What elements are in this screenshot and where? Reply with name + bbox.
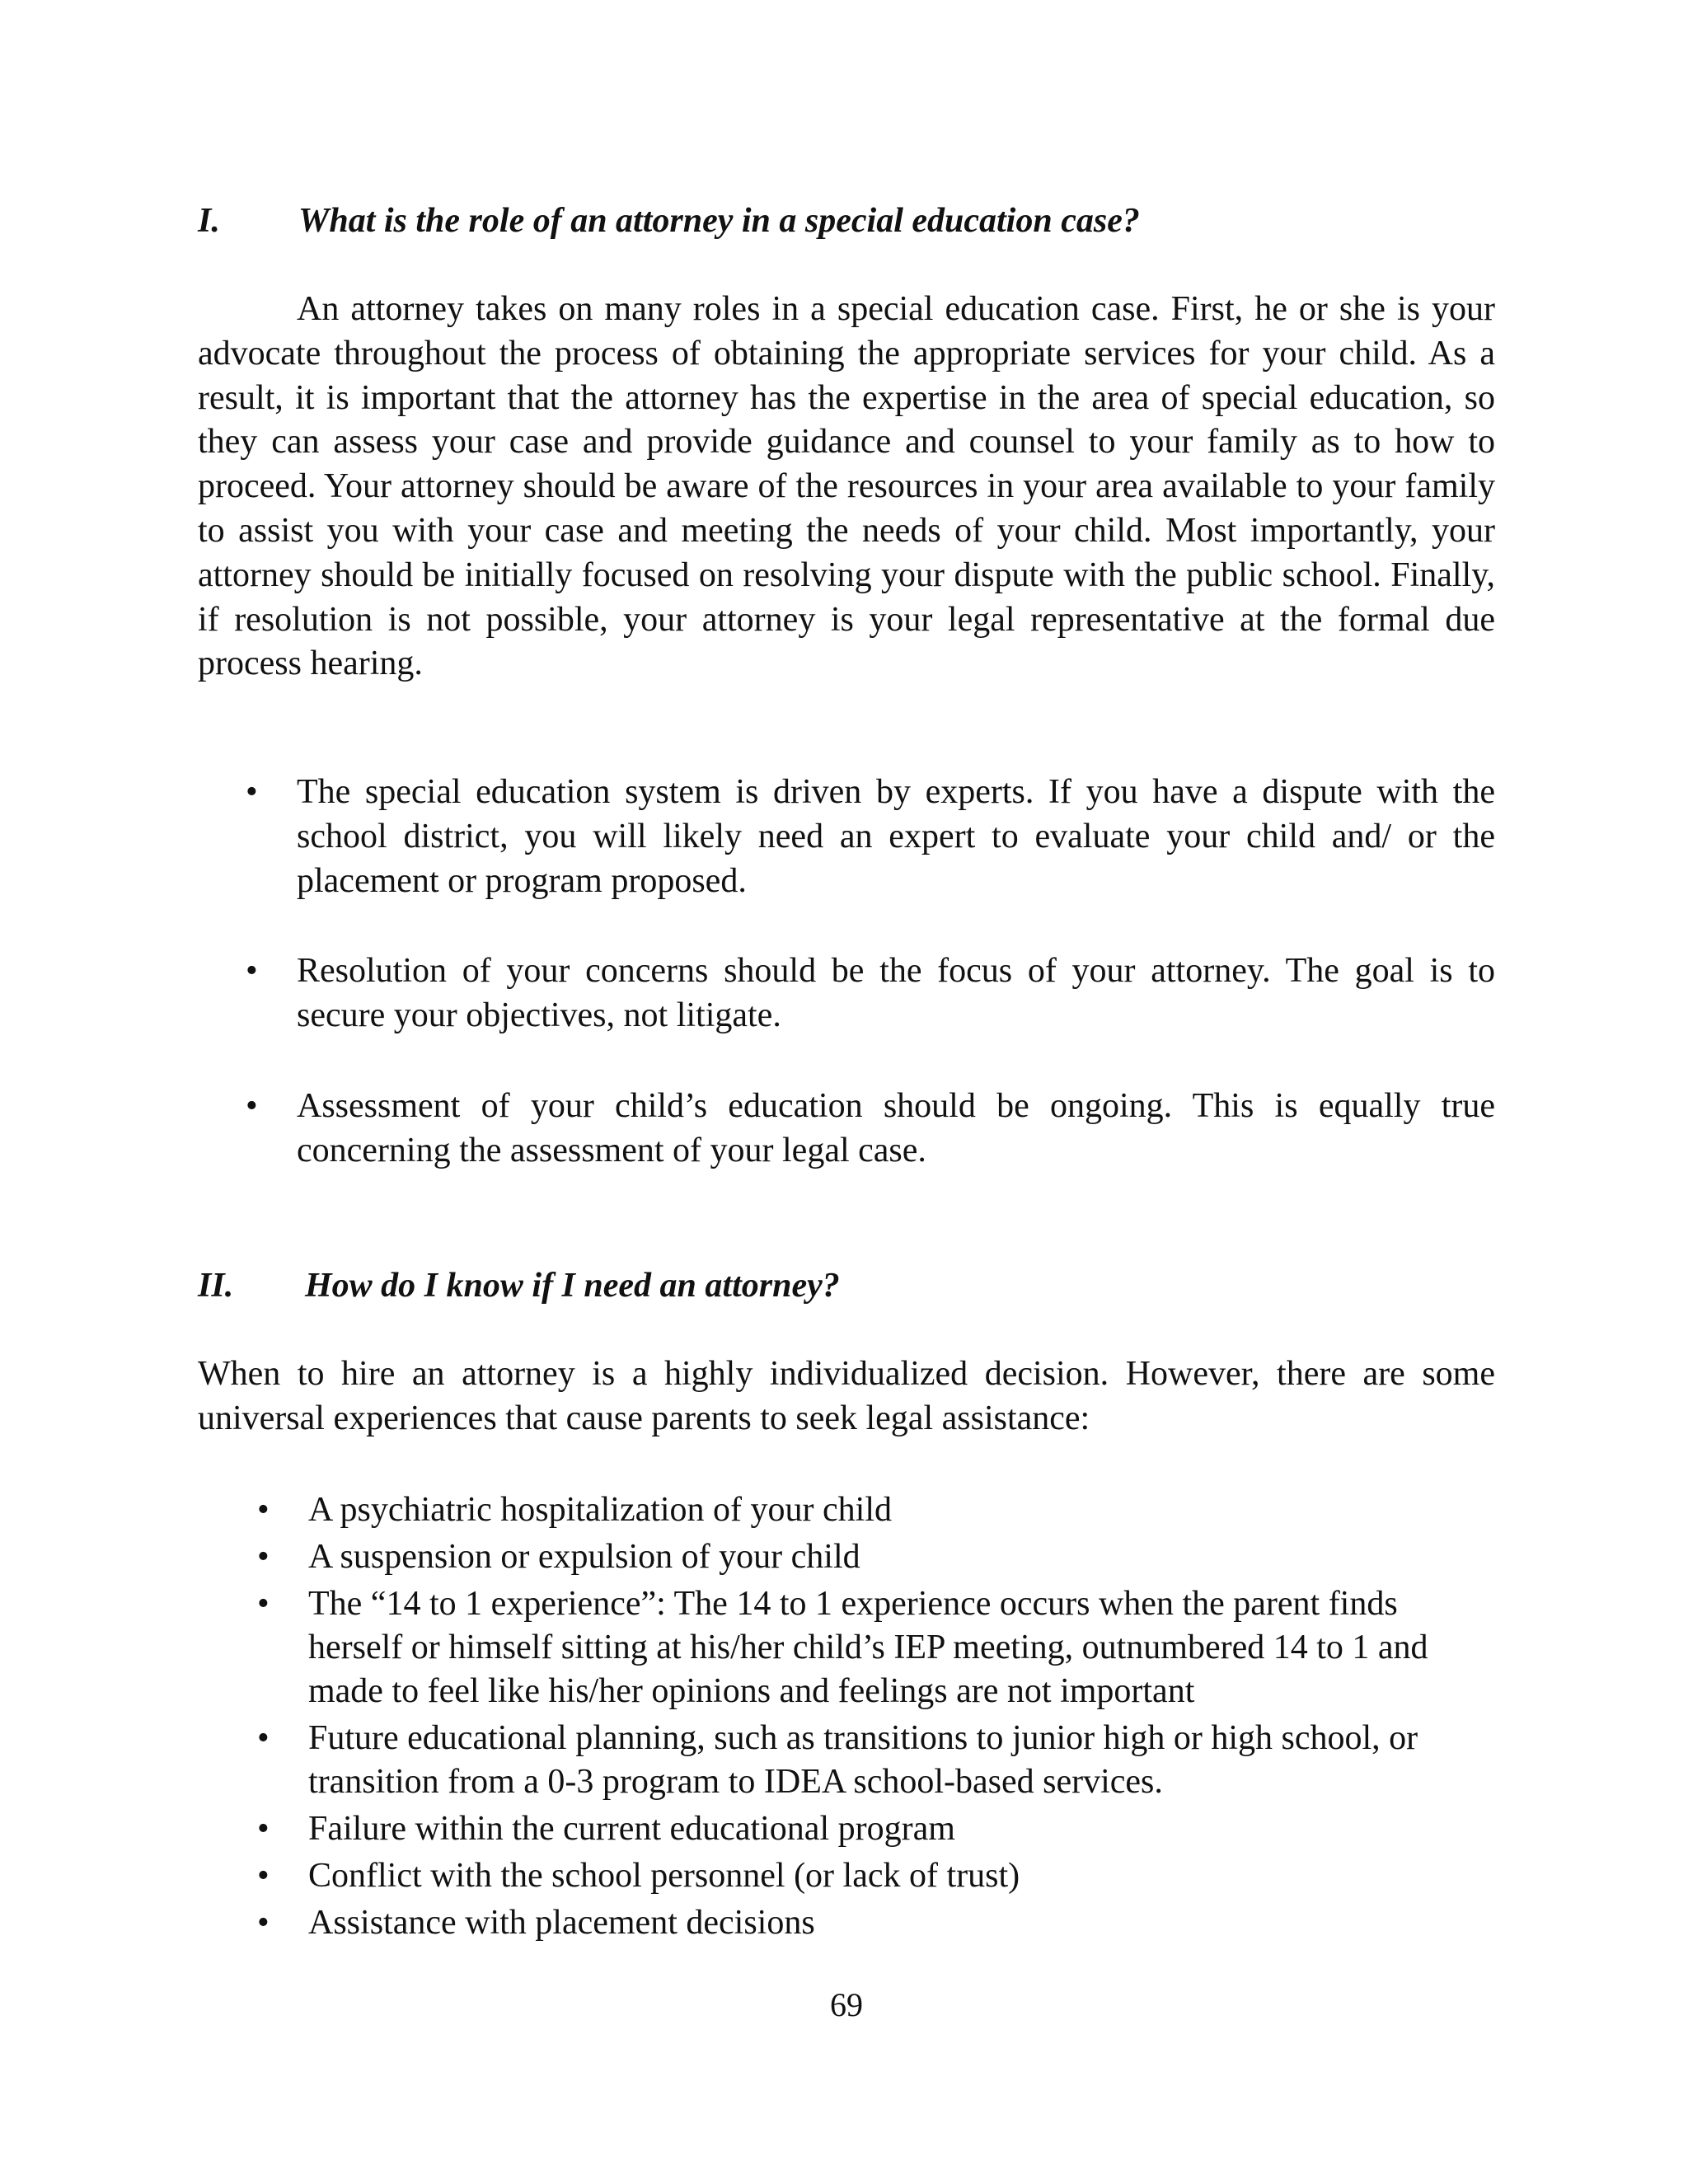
- list-item-text: Conflict with the school personnel (or lack of trust): [308, 1857, 1020, 1895]
- list-item: [246, 1085, 1495, 1174]
- bullet-icon: •: [257, 1538, 270, 1576]
- list-item-text: Future educational planning, such as transitions to junior high or high school, or transition from a 0-3 program to IDEA school-based services.: [308, 1719, 1418, 1801]
- bullet-icon: •: [257, 1904, 270, 1942]
- bullet-icon: •: [246, 1086, 258, 1125]
- section-1-title: What is the role of an attorney in a special education case?: [298, 202, 1140, 240]
- list-item: [246, 771, 1495, 903]
- list-item-text: Failure within the current educational program: [308, 1810, 955, 1848]
- list-item: [257, 1488, 1495, 1532]
- section-1-paragraph: An attorney takes on many roles in a special education case. First, he or she is your advocate throughout the process of obtaining the appropriate services for your child. As a result, it is important that the attorney has the expertise in the area of special education, so they can assess your case and provide guidance and counsel to your family as to how to proceed. Your attorney should be aware of the resources in your area available to your family to assist you with your case and meeting the needs of your child. Most importantly, your attorney should be initially focused on resolving your dispute with the public school. Finally, if resolution is not possible, your attorney is your legal representative at the formal due process hearing.: [198, 290, 1495, 683]
- bullet-icon: •: [257, 1585, 270, 1623]
- list-item: [246, 949, 1495, 1038]
- section-2-number: II.: [198, 1267, 234, 1305]
- section-2-title: How do I know if I need an attorney?: [305, 1267, 840, 1305]
- page-number: 69: [830, 1986, 863, 2023]
- list-item: [257, 1901, 1495, 1945]
- bullet-icon: •: [257, 1491, 270, 1529]
- list-item: [257, 1807, 1495, 1851]
- list-item: [257, 1582, 1495, 1713]
- section-1-heading: [198, 198, 1495, 244]
- list-item-text: A psychiatric hospitalization of your child: [308, 1491, 893, 1529]
- list-item-text: A suspension or expulsion of your child: [308, 1538, 860, 1576]
- bullet-icon: •: [246, 952, 258, 991]
- bullet-icon: •: [257, 1810, 270, 1848]
- list-item-text: The “14 to 1 experience”: The 14 to 1 experience occurs when the parent finds herself or himself sitting at his/her child’s IEP meeting, outnumbered 14 to 1 and made to feel like his/her opinions and feelings are not important: [308, 1585, 1428, 1710]
- section-2-heading: [198, 1263, 1495, 1309]
- bullet-icon: •: [257, 1857, 270, 1895]
- list-item-text: Resolution of your concerns should be the focus of your attorney. The goal is to secure your objectives, not litigate.: [297, 952, 1495, 1035]
- list-item-text: Assistance with placement decisions: [308, 1904, 815, 1942]
- list-item: [257, 1535, 1495, 1579]
- section-2-paragraph: When to hire an attorney is a highly individualized decision. However, there are some universal experiences that cause parents to seek legal assistance:: [198, 1355, 1495, 1437]
- section-2-bullet-list: [257, 1488, 1495, 1948]
- list-item-text: The special education system is driven by experts. If you have a dispute with the school district, you will likely need an expert to evaluate your child and/ or the placement or program proposed.: [297, 773, 1495, 900]
- section-1-bullet-list: [246, 771, 1495, 1220]
- bullet-icon: •: [246, 773, 258, 811]
- list-item-text: Assessment of your child’s education should be ongoing. This is equally true concerning the assessment of your legal case.: [297, 1086, 1495, 1169]
- list-item: [257, 1854, 1495, 1898]
- bullet-icon: •: [257, 1719, 270, 1757]
- document-page: [198, 0, 1495, 2184]
- section-1-number: I.: [198, 202, 220, 240]
- list-item: [257, 1717, 1495, 1804]
